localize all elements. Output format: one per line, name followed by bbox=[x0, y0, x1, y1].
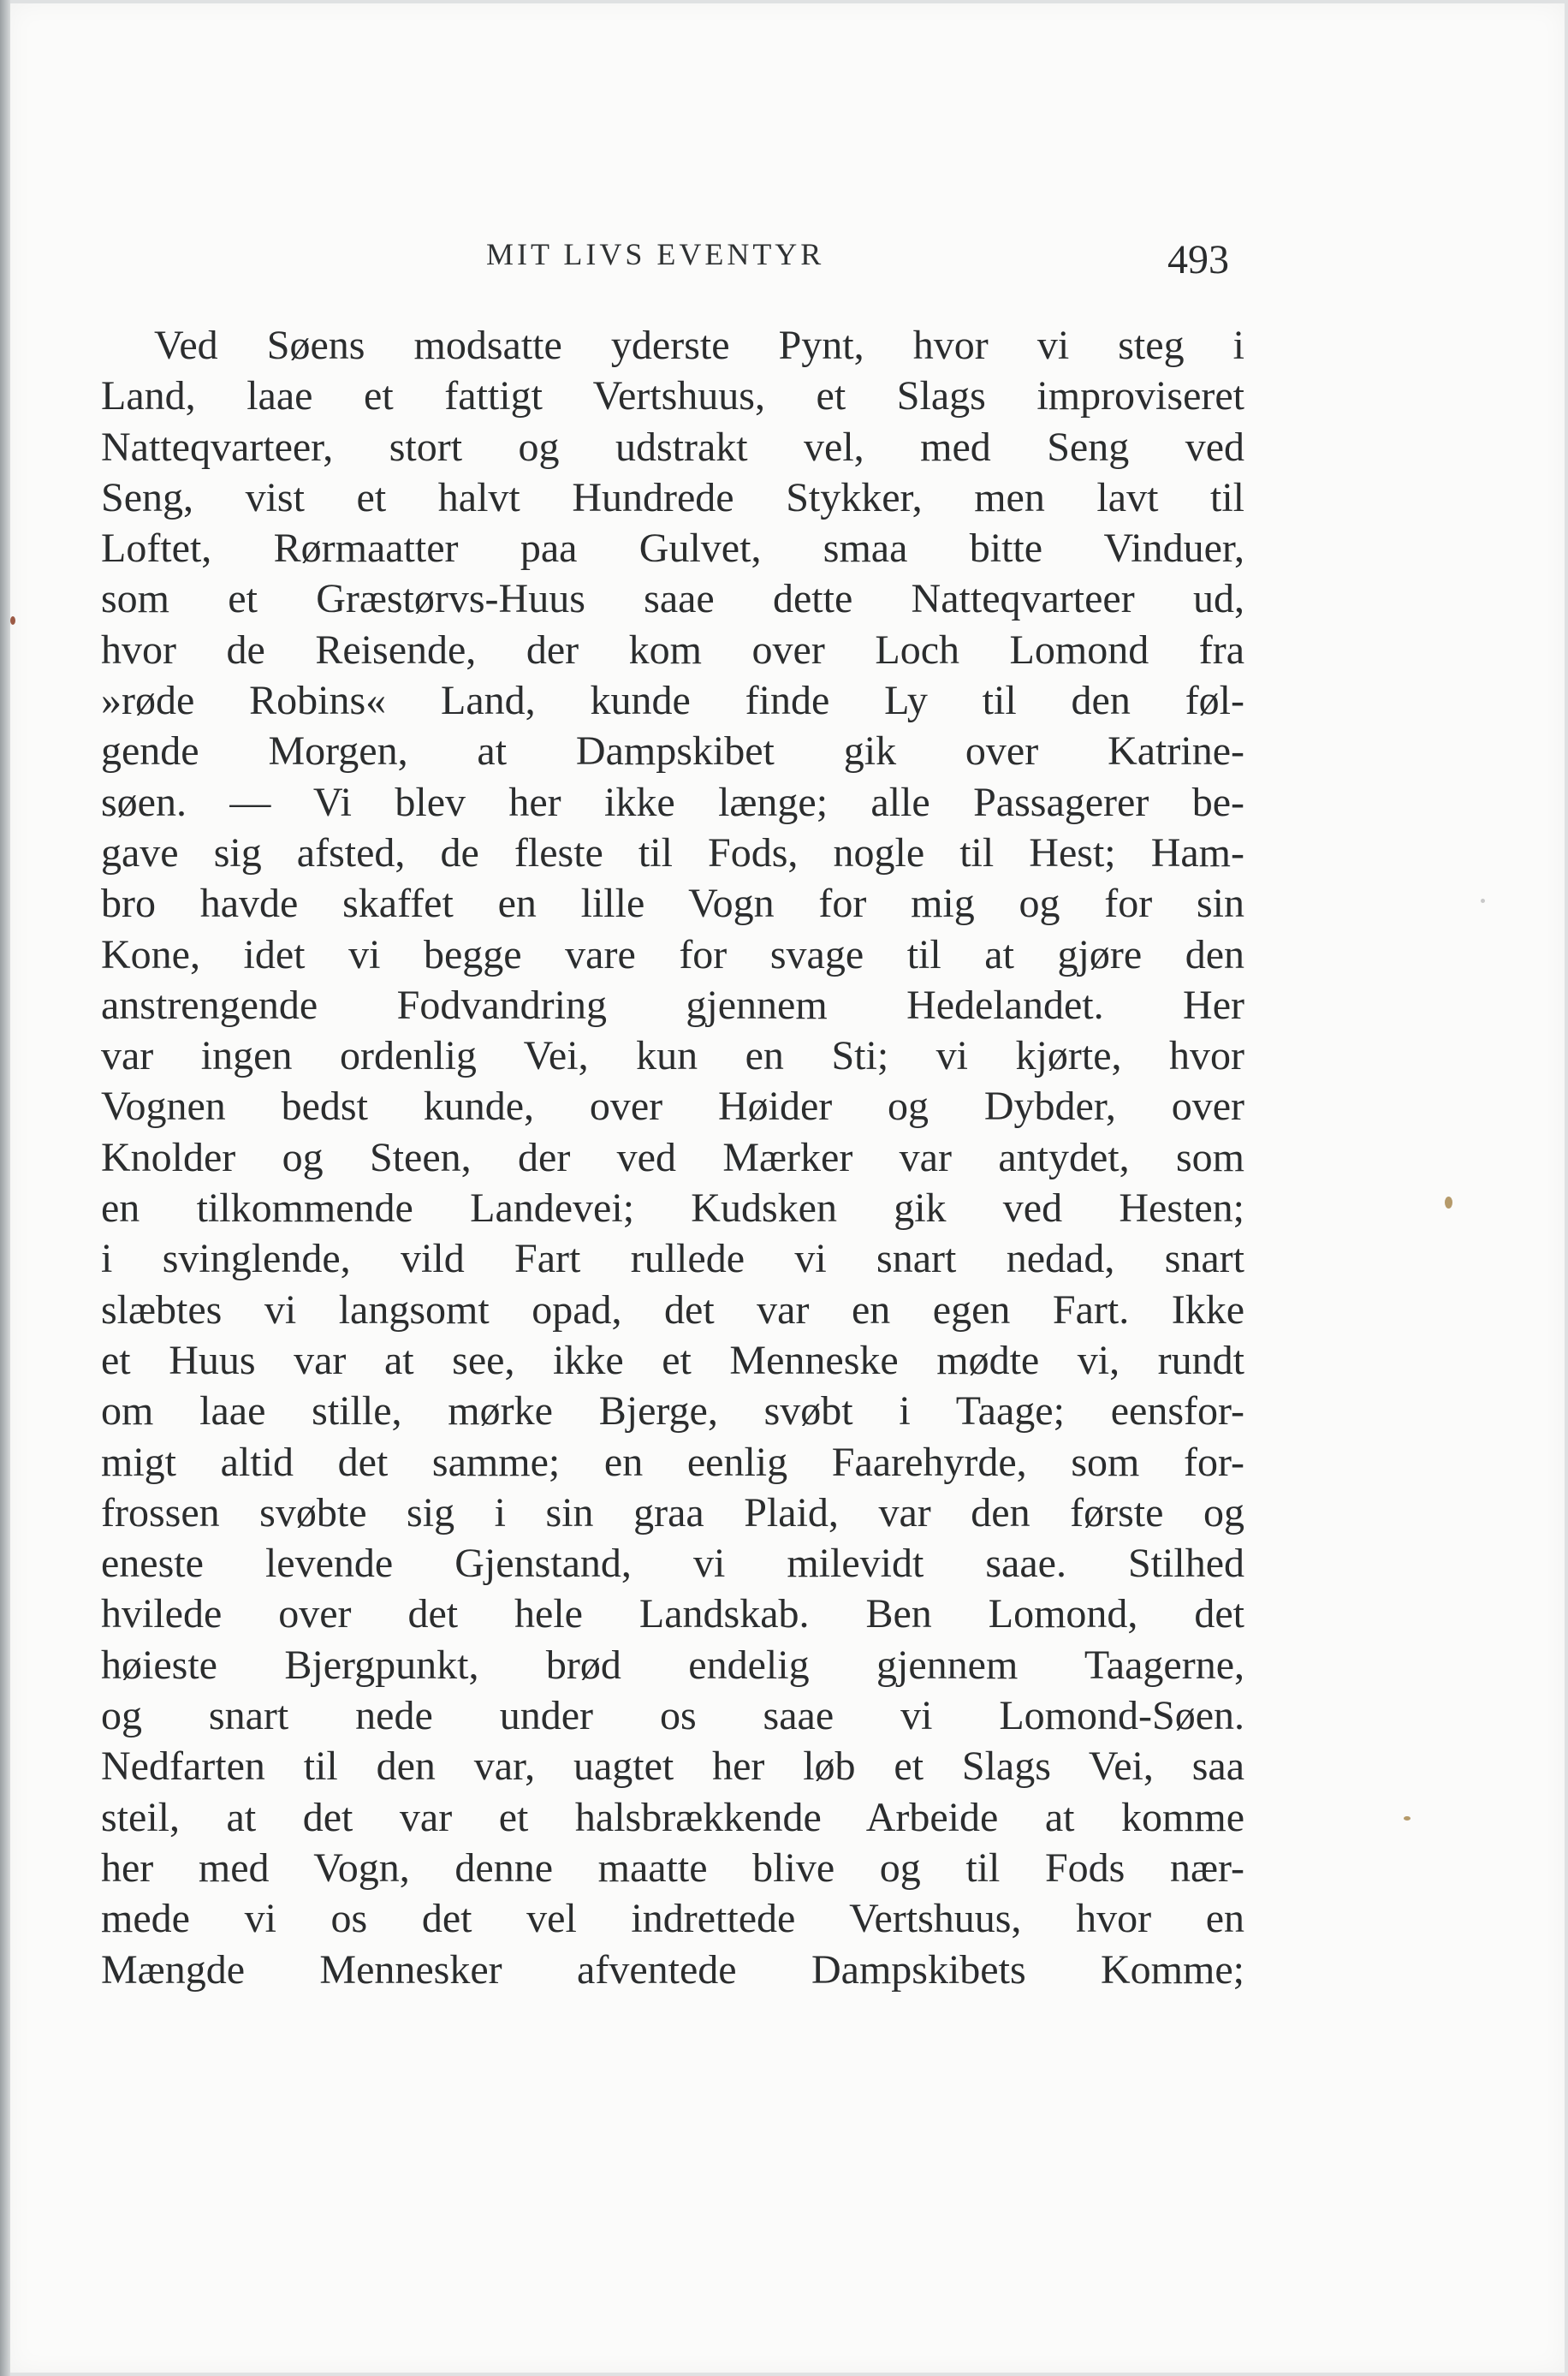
text-line: Loftet, Rørmaatter paa Gulvet, smaa bitte Vinduer, bbox=[101, 526, 1244, 572]
running-title: MIT LIVS EVENTYR bbox=[486, 237, 825, 271]
text-line: Vognen bedst kunde, over Høider og Dybder, over bbox=[101, 1084, 1244, 1130]
text-line: hvor de Reisende, der kom over Loch Lomond fra bbox=[101, 627, 1244, 673]
paper-speck bbox=[1481, 899, 1485, 903]
text-line: var ingen ordenlig Vei, kun en Sti; vi kjørte, hvor bbox=[101, 1033, 1244, 1079]
text-line: »røde Robins« Land, kunde finde Ly til den føl- bbox=[101, 678, 1244, 724]
text-line: bro havde skaffet en lille Vogn for mig og for sin bbox=[101, 881, 1244, 927]
text-line: migt altid det samme; en eenlig Faarehyrde, som for- bbox=[101, 1439, 1244, 1485]
text-line: Mængde Mennesker afventede Dampskibets Komme; bbox=[101, 1946, 1244, 1993]
scan-left-edge bbox=[0, 0, 10, 2376]
text-line: Natteqvarteer, stort og udstrakt vel, med Seng ved bbox=[101, 424, 1244, 470]
text-line: anstrengende Fodvandring gjennem Hedelandet. Her bbox=[101, 982, 1244, 1028]
text-line: som et Græstørvs-Huus saae dette Natteqvarteer ud, bbox=[101, 576, 1244, 622]
text-line: Land, laae et fattigt Vertshuus, et Slags improviseret bbox=[101, 373, 1244, 419]
paper-speck bbox=[10, 616, 15, 625]
text-line: mede vi os det vel indrettede Vertshuus, hvor en bbox=[101, 1896, 1244, 1942]
text-line: steil, at det var et halsbrækkende Arbeide at komme bbox=[101, 1794, 1244, 1840]
text-line: om laae stille, mørke Bjerge, svøbt i Taage; eensfor- bbox=[101, 1388, 1244, 1435]
text-line: frossen svøbte sig i sin graa Plaid, var den første og bbox=[101, 1489, 1244, 1535]
text-line: i svinglende, vild Fart rullede vi snart nedad, snart bbox=[101, 1236, 1244, 1282]
text-line: og snart nede under os saae vi Lomond-Søen. bbox=[101, 1693, 1244, 1739]
text-line: et Huus var at see, ikke et Menneske mødte vi, rundt bbox=[101, 1337, 1244, 1383]
text-line: her med Vogn, denne maatte blive og til Fods nær- bbox=[101, 1844, 1244, 1891]
text-line: Ved Søens modsatte yderste Pynt, hvor vi steg i bbox=[154, 323, 1244, 368]
page-header bbox=[10, 228, 1565, 296]
text-line: eneste levende Gjenstand, vi milevidt saae. Stilhed bbox=[101, 1541, 1244, 1587]
body-text bbox=[101, 320, 1244, 1995]
text-line: gave sig afsted, de fleste til Fods, nogle til Hest; Ham- bbox=[101, 829, 1244, 876]
text-line: gende Morgen, at Dampskibet gik over Katrine- bbox=[101, 728, 1244, 775]
paper-speck bbox=[1445, 1197, 1452, 1209]
text-line: slæbtes vi langsomt opad, det var en egen Fart. Ikke bbox=[101, 1286, 1244, 1333]
text-line: Nedfarten til den var, uagtet her løb et Slags Vei, saa bbox=[101, 1743, 1244, 1790]
text-line: høieste Bjergpunkt, brød endelig gjennem Taagerne, bbox=[101, 1642, 1244, 1688]
text-line: Kone, idet vi begge vare for svage til at gjøre den bbox=[101, 931, 1244, 977]
text-line: søen. — Vi blev her ikke længe; alle Passagerer be- bbox=[101, 779, 1244, 825]
page-number: 493 bbox=[1167, 237, 1229, 282]
text-line: hvilede over det hele Landskab. Ben Lomond, det bbox=[101, 1591, 1244, 1637]
paper-speck bbox=[1404, 1816, 1411, 1821]
text-line: Seng, vist et halvt Hundrede Stykker, men lavt til bbox=[101, 474, 1244, 520]
text-line: en tilkommende Landevei; Kudsken gik ved Hesten; bbox=[101, 1185, 1244, 1232]
book-page bbox=[10, 3, 1565, 2373]
text-line: Knolder og Steen, der ved Mærker var antydet, som bbox=[101, 1134, 1244, 1180]
